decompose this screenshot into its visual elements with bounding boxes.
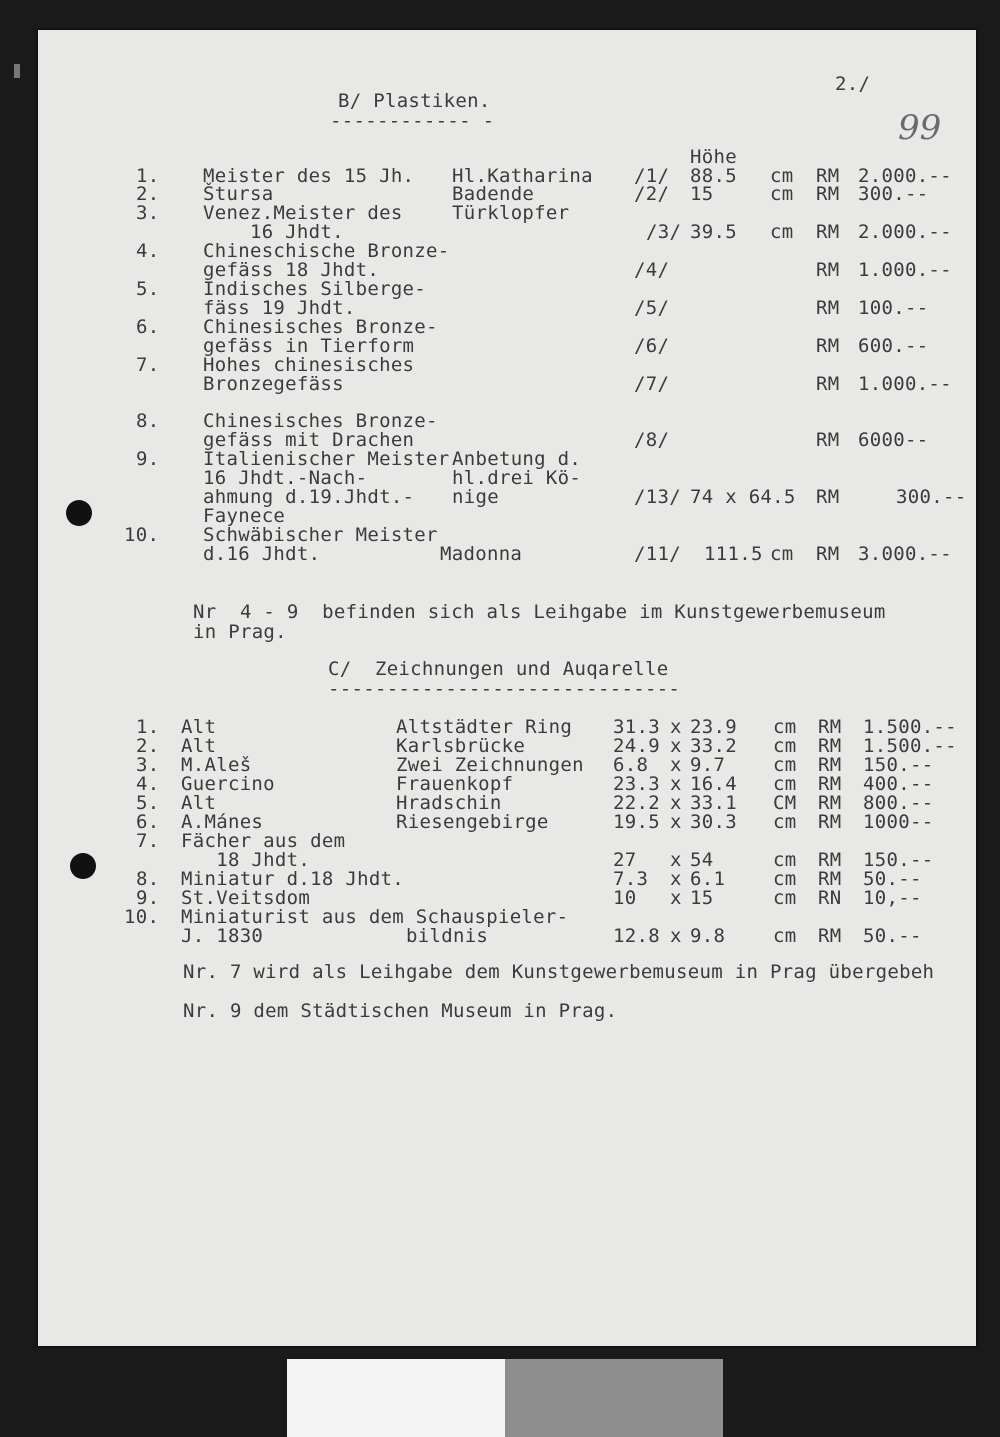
drawing-width: 24.9 [613, 735, 660, 757]
drawing-unit: cm [773, 754, 797, 776]
drawing-height: 23.9 [690, 716, 737, 738]
sculpture-number: 2. [136, 183, 160, 205]
sculpture-price: 300.-- [858, 183, 929, 205]
drawing-width: 6.8 [613, 754, 649, 776]
drawing-height: 6.1 [690, 868, 726, 890]
drawing-price: 400.-- [863, 773, 934, 795]
sculpture-number: 5. [136, 278, 160, 300]
drawing-title: bildnis [406, 925, 489, 947]
drawing-unit: CM [773, 792, 797, 814]
sculpture-title: Badende [452, 183, 535, 205]
sculpture-description: Schwäbischer Meister [203, 524, 438, 546]
drawing-unit: cm [773, 868, 797, 890]
drawing-number: 10. [124, 906, 160, 928]
sculpture-description-cont: d.16 Jhdt. [203, 543, 321, 565]
drawing-number: 7. [136, 830, 160, 852]
sculpture-number: 7. [136, 354, 160, 376]
drawing-price: 150.-- [863, 754, 934, 776]
drawing-width: 10 [613, 887, 637, 909]
drawing-currency: RM [818, 811, 842, 833]
drawing-unit: cm [773, 735, 797, 757]
sculpture-description: Hohes chinesisches [203, 354, 415, 376]
drawing-currency: RN [818, 887, 842, 909]
sculpture-description: Chinesisches Bronze- [203, 410, 438, 432]
drawing-price: 150.-- [863, 849, 934, 871]
sculpture-description: Štursa [203, 183, 274, 205]
sculpture-description-cont: Bronzegefäss [203, 373, 344, 395]
drawing-currency: RM [818, 773, 842, 795]
drawing-title: Karlsbrücke [396, 735, 526, 757]
sculpture-description-cont: 16 Jhdt. [203, 221, 344, 243]
sculpture-title-cont: nige [452, 486, 499, 508]
drawing-currency: RM [818, 925, 842, 947]
sculpture-currency: RM [816, 297, 840, 319]
drawing-unit: cm [773, 773, 797, 795]
drawing-price: 800.-- [863, 792, 934, 814]
calibration-card-white [287, 1359, 505, 1437]
drawing-number: 5. [136, 792, 160, 814]
drawing-number: 1. [136, 716, 160, 738]
sculpture-inventory-ref: /3/ [646, 221, 682, 243]
sculpture-description: Venez.Meister des [203, 202, 403, 224]
drawing-title: Zwei Zeichnungen [396, 754, 584, 776]
drawing-height: 16.4 [690, 773, 737, 795]
drawing-currency: RM [818, 868, 842, 890]
sculpture-currency: RM [816, 543, 840, 565]
drawing-dimension-separator: x [670, 925, 682, 947]
section-c-heading: C/ Zeichnungen und Auqarelle [328, 658, 669, 680]
sculpture-price: 2.000.-- [858, 221, 952, 243]
sculpture-currency: RM [816, 259, 840, 281]
sculpture-description-cont: gefäss 18 Jhdt. [203, 259, 380, 281]
section-c-note-line2: Nr. 9 dem Städtischen Museum in Prag. [183, 1000, 618, 1022]
sculpture-price: 1.000.-- [858, 373, 952, 395]
drawing-height: 9.7 [690, 754, 726, 776]
section-c-note-line1: Nr. 7 wird als Leihgabe dem Kunstgewerbemuseum in Prag übergebeh [183, 961, 935, 983]
sculpture-height: 39.5 [690, 221, 737, 243]
drawing-price: 50.-- [863, 868, 922, 890]
section-b-note-line1: Nr 4 - 9 befinden sich als Leihgabe im Kunstgewerbemuseum [193, 601, 886, 623]
sculpture-height: 88.5 [690, 165, 737, 187]
drawing-artist: Guercino [181, 773, 275, 795]
sculpture-description: Chinesisches Bronze- [203, 316, 438, 338]
drawing-price: 50.-- [863, 925, 922, 947]
sculpture-description-cont: Faynece [203, 505, 286, 527]
drawing-currency: RM [818, 754, 842, 776]
drawing-dimension-separator: x [670, 811, 682, 833]
sculpture-number: 8. [136, 410, 160, 432]
sculpture-title: Hl.Katharina [452, 165, 593, 187]
sculpture-height: 111.5 [704, 543, 763, 565]
sculpture-unit: cm [770, 165, 794, 187]
drawing-artist: 18 Jhdt. [181, 849, 311, 871]
drawing-artist: Alt [181, 735, 217, 757]
sculpture-currency: RM [816, 221, 840, 243]
sculpture-currency: RM [816, 373, 840, 395]
punch-hole-top [66, 500, 92, 526]
page-number: 2./ [835, 73, 871, 95]
drawing-height: 30.3 [690, 811, 737, 833]
sculpture-inventory-ref: /7/ [634, 373, 670, 395]
sculpture-price: 600.-- [858, 335, 929, 357]
drawing-height: 9.8 [690, 925, 726, 947]
column-header-height: Höhe [690, 146, 737, 168]
drawing-width: 19.5 [613, 811, 660, 833]
drawing-number: 9. [136, 887, 160, 909]
sculpture-price: 300.-- [896, 486, 967, 508]
drawing-unit: cm [773, 716, 797, 738]
section-b-underline: ------------ - [330, 110, 495, 132]
sculpture-inventory-ref: /6/ [634, 335, 670, 357]
calibration-card-grey [505, 1359, 723, 1437]
sculpture-price: 100.-- [858, 297, 929, 319]
drawing-price: 10,-- [863, 887, 922, 909]
drawing-artist: A.Mánes [181, 811, 264, 833]
drawing-number: 8. [136, 868, 160, 890]
sculpture-inventory-ref: /2/ [634, 183, 670, 205]
drawing-currency: RM [818, 849, 842, 871]
drawing-price: 1000-- [863, 811, 934, 833]
drawing-dimension-separator: x [670, 716, 682, 738]
drawing-artist: St.Veitsdom [181, 887, 311, 909]
sculpture-title-cont: hl.drei Kö- [452, 467, 582, 489]
section-b-heading: B/ Plastiken. [338, 90, 491, 112]
drawing-height: 15 [690, 887, 714, 909]
sculpture-description-cont: fäss 19 Jhdt. [203, 297, 356, 319]
sculpture-inventory-ref: /8/ [634, 429, 670, 451]
sculpture-number: 1. [136, 165, 160, 187]
drawing-price: 1.500.-- [863, 716, 957, 738]
sculpture-currency: RM [816, 183, 840, 205]
drawing-dimension-separator: x [670, 735, 682, 757]
drawing-unit: cm [773, 925, 797, 947]
sculpture-number: 9. [136, 448, 160, 470]
sculpture-description-cont: 16 Jhdt.-Nach- [203, 467, 368, 489]
document-page [38, 30, 976, 1346]
drawing-width: 31.3 [613, 716, 660, 738]
drawing-artist: Miniaturist aus dem Schauspieler- [181, 906, 569, 928]
sculpture-currency: RM [816, 335, 840, 357]
drawing-artist: M.Aleš [181, 754, 252, 776]
drawing-number: 3. [136, 754, 160, 776]
drawing-number: 2. [136, 735, 160, 757]
sculpture-currency: RM [816, 486, 840, 508]
drawing-title: Riesengebirge [396, 811, 549, 833]
sculpture-price: 1.000.-- [858, 259, 952, 281]
sculpture-description: Meister des 15 Jh. [203, 165, 415, 187]
sculpture-description-cont: gefäss mit Drachen [203, 429, 415, 451]
sculpture-description: Chineschische Bronze- [203, 240, 450, 262]
sculpture-description: Italienischer Meister [203, 448, 450, 470]
drawing-dimension-separator: x [670, 868, 682, 890]
sculpture-inventory-ref: /5/ [634, 297, 670, 319]
sculpture-description-cont: ahmung d.19.Jhdt.- [203, 486, 415, 508]
drawing-artist: Fächer aus dem [181, 830, 346, 852]
drawing-unit: cm [773, 811, 797, 833]
drawing-height: 33.2 [690, 735, 737, 757]
sculpture-description: Indisches Silberge- [203, 278, 427, 300]
drawing-width: 7.3 [613, 868, 649, 890]
drawing-price: 1.500.-- [863, 735, 957, 757]
drawing-title: Frauenkopf [396, 773, 514, 795]
sculpture-inventory-ref: /11/ [634, 543, 681, 565]
drawing-width: 23.3 [613, 773, 660, 795]
sculpture-title: Türklopfer [452, 202, 570, 224]
sculpture-description-cont: gefäss in Tierform [203, 335, 415, 357]
drawing-number: 4. [136, 773, 160, 795]
sculpture-currency: RM [816, 429, 840, 451]
drawing-width: 22.2 [613, 792, 660, 814]
drawing-artist: Alt [181, 792, 217, 814]
drawing-unit: cm [773, 849, 797, 871]
drawing-artist: Alt [181, 716, 217, 738]
drawing-width: 27 [613, 849, 637, 871]
section-c-underline: ------------------------------ [328, 678, 681, 700]
sculpture-price: 2.000.-- [858, 165, 952, 187]
sculpture-height: 74 x 64.5 [690, 486, 796, 508]
sculpture-price: 3.000.-- [858, 543, 952, 565]
sculpture-inventory-ref: /1/ [634, 165, 670, 187]
drawing-title: Altstädter Ring [396, 716, 573, 738]
drawing-width: 12.8 [613, 925, 660, 947]
drawing-dimension-separator: x [670, 754, 682, 776]
drawing-artist: J. 1830 [181, 925, 264, 947]
sculpture-number: 3. [136, 202, 160, 224]
handwritten-folio-number: 99 [898, 108, 942, 148]
drawing-number: 6. [136, 811, 160, 833]
sculpture-inventory-ref: /13/ [634, 486, 681, 508]
drawing-height: 33.1 [690, 792, 737, 814]
drawing-currency: RM [818, 716, 842, 738]
drawing-currency: RM [818, 792, 842, 814]
sculpture-currency: RM [816, 165, 840, 187]
punch-hole-bottom [70, 853, 96, 879]
drawing-dimension-separator: x [670, 773, 682, 795]
sculpture-inventory-ref: /4/ [634, 259, 670, 281]
sculpture-number: 6. [136, 316, 160, 338]
drawing-height: 54 [690, 849, 714, 871]
drawing-unit: cm [773, 887, 797, 909]
drawing-currency: RM [818, 735, 842, 757]
sculpture-height: 15 [690, 183, 714, 205]
sculpture-title-cont: Madonna [440, 543, 523, 565]
drawing-artist: Miniatur d.18 Jhdt. [181, 868, 405, 890]
drawing-title: Hradschin [396, 792, 502, 814]
drawing-dimension-separator: x [670, 849, 682, 871]
sculpture-price: 6000-- [858, 429, 929, 451]
sculpture-title: Anbetung d. [452, 448, 582, 470]
drawing-dimension-separator: x [670, 887, 682, 909]
section-b-note-line2: in Prag. [193, 621, 287, 643]
sculpture-unit: cm [770, 543, 794, 565]
sculpture-unit: cm [770, 221, 794, 243]
edge-mark [14, 64, 20, 78]
sculpture-number: 4. [136, 240, 160, 262]
drawing-dimension-separator: x [670, 792, 682, 814]
sculpture-unit: cm [770, 183, 794, 205]
sculpture-number: 10. [124, 524, 160, 546]
